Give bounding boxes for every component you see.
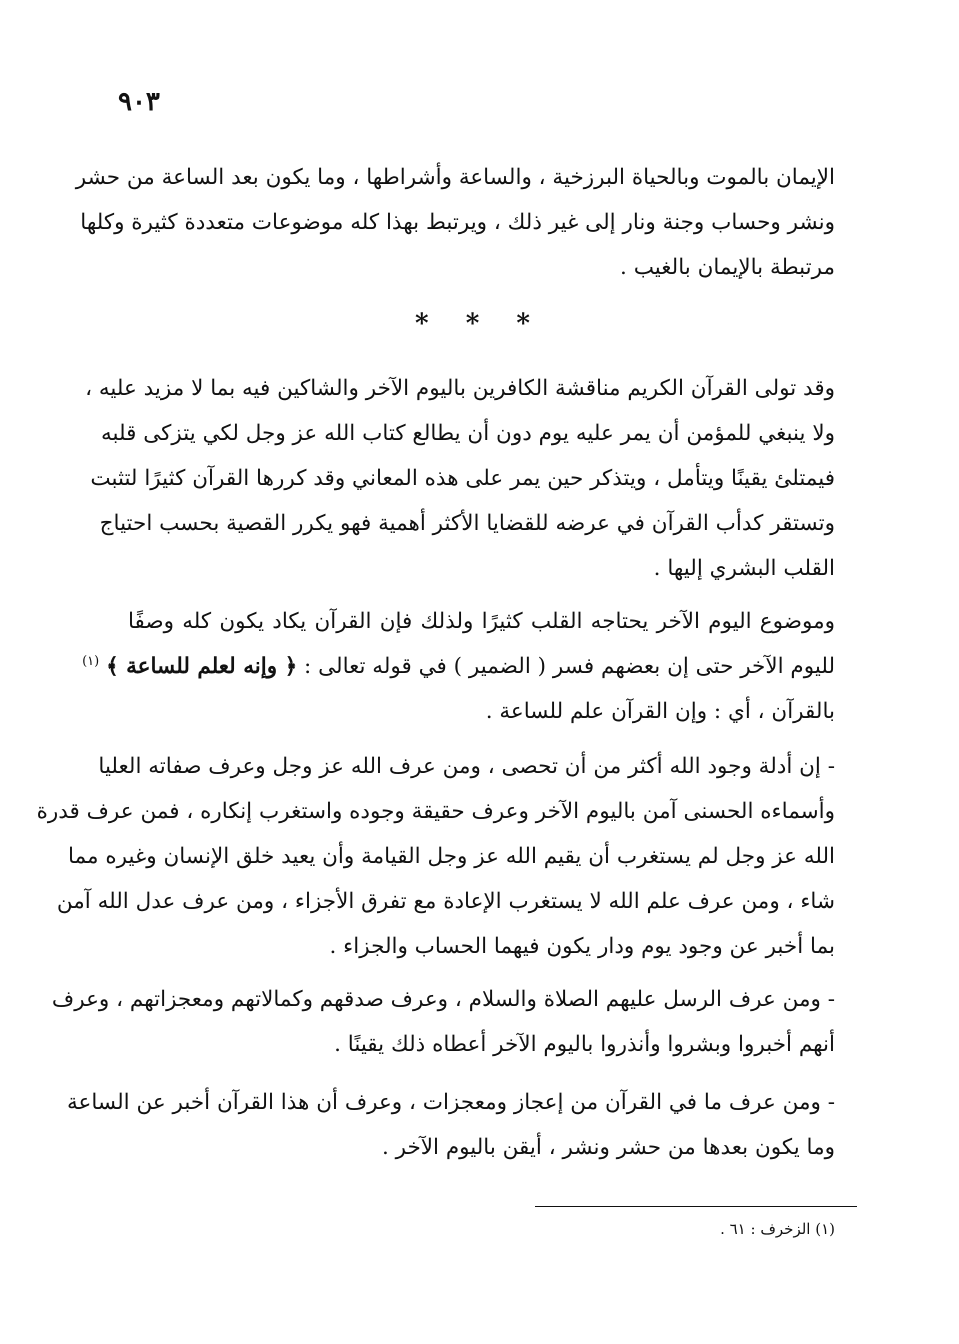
text-line: شاء ، ومن عرف علم الله لا يستغرب الإعادة مع تفرق الأجزاء ، ومن عرف عدل الله آمن [56, 889, 835, 914]
text-line: وأسماءه الحسنى آمن باليوم الآخر وعرف حقيقة وجوده واستغرب إنكاره ، فمن عرف قدرة [36, 799, 835, 824]
text-line: - ومن عرف ما في القرآن من إعجاز ومعجزات ، وعرف أن هذا القرآن أخبر عن الساعة [67, 1090, 835, 1115]
quran-verse: ﴿ وإنه لعلم للساعة ﴾ [106, 654, 298, 679]
paragraph-1 [75, 155, 835, 290]
paragraph-4 [36, 744, 835, 969]
footnote-divider [535, 1206, 857, 1207]
text-line: وما يكون بعدها من حشر ونشر ، أيقن باليوم الآخر . [381, 1135, 835, 1160]
text-line: ونشر وحساب وجنة ونار إلى غير ذلك ، ويرتبط بهذا كله موضوعات متعددة كثيرة وكلها [80, 210, 835, 235]
footnote-reference: (١) [82, 653, 100, 669]
paragraph-2 [85, 366, 835, 591]
text-line: - إن أدلة وجود الله أكثر من أن تحصى ، ومن عرف الله عز وجل وعرف صفاته العليا [98, 754, 835, 779]
paragraph-6 [67, 1080, 835, 1170]
page-number: ٩٠٣ [118, 87, 160, 117]
text-line: مرتبطة بالإيمان بالغيب . [620, 255, 835, 280]
text-line: القلب البشري إليها . [653, 556, 835, 581]
text-line: الإيمان بالموت وبالحياة البرزخية ، والساعة وأشراطها ، وما يكون بعد الساعة من حشر [75, 165, 835, 190]
text-line: وقد تولى القرآن الكريم مناقشة الكافرين باليوم الآخر والشاكين فيه بما لا مزيد عليه ، [85, 376, 835, 401]
text-line: الله عز وجل لم يستغرب أن يقيم الله عز وجل القيامة وأن يعيد خلق الإنسان وغيره مما [68, 844, 835, 869]
footnote: (١) الزخرف : ٦١ . [720, 1220, 835, 1238]
paragraph-5 [51, 977, 835, 1067]
text-line: بالقرآن ، أي : وإن القرآن علم للساعة . [485, 699, 835, 724]
text-line: - ومن عرف الرسل عليهم الصلاة والسلام ، وعرف صدقهم وكمالاتهم ومعجزاتهم ، وعرف [51, 987, 835, 1012]
text-segment: لليوم الآخر حتى إن بعضهم فسر ( الضمير ) في قوله تعالى : [304, 654, 835, 679]
text-line: أنهم أخبروا وبشروا وأنذروا باليوم الآخر أعطاه ذلك يقينًا . [334, 1032, 835, 1057]
text-line: وتستقر كدأب القرآن في عرضه للقضايا الأكثر أهمية فهو يكرر القصية بحسب احتياج [99, 511, 835, 536]
paragraph-3 [82, 599, 835, 734]
text-line: بما أخبر عن وجود يوم ودار يكون فيهما الحساب والجزاء . [329, 934, 835, 959]
section-separator: * * * [415, 309, 544, 339]
text-line: فيمتلئ يقينًا ويتأمل ، ويتذكر حين يمر على هذه المعاني وقد كررها القرآن كثيرًا لتثبت [90, 466, 835, 491]
text-line: وموضوع اليوم الآخر يحتاجه القلب كثيرًا ولذلك فإن القرآن يكاد يكون كله وصفًا [128, 609, 835, 634]
text-line-with-ayah [82, 644, 835, 689]
text-line: ولا ينبغي للمؤمن أن يمر عليه يوم دون أن يطالع كتاب الله عز وجل لكي يتزكى قلبه [101, 421, 835, 446]
